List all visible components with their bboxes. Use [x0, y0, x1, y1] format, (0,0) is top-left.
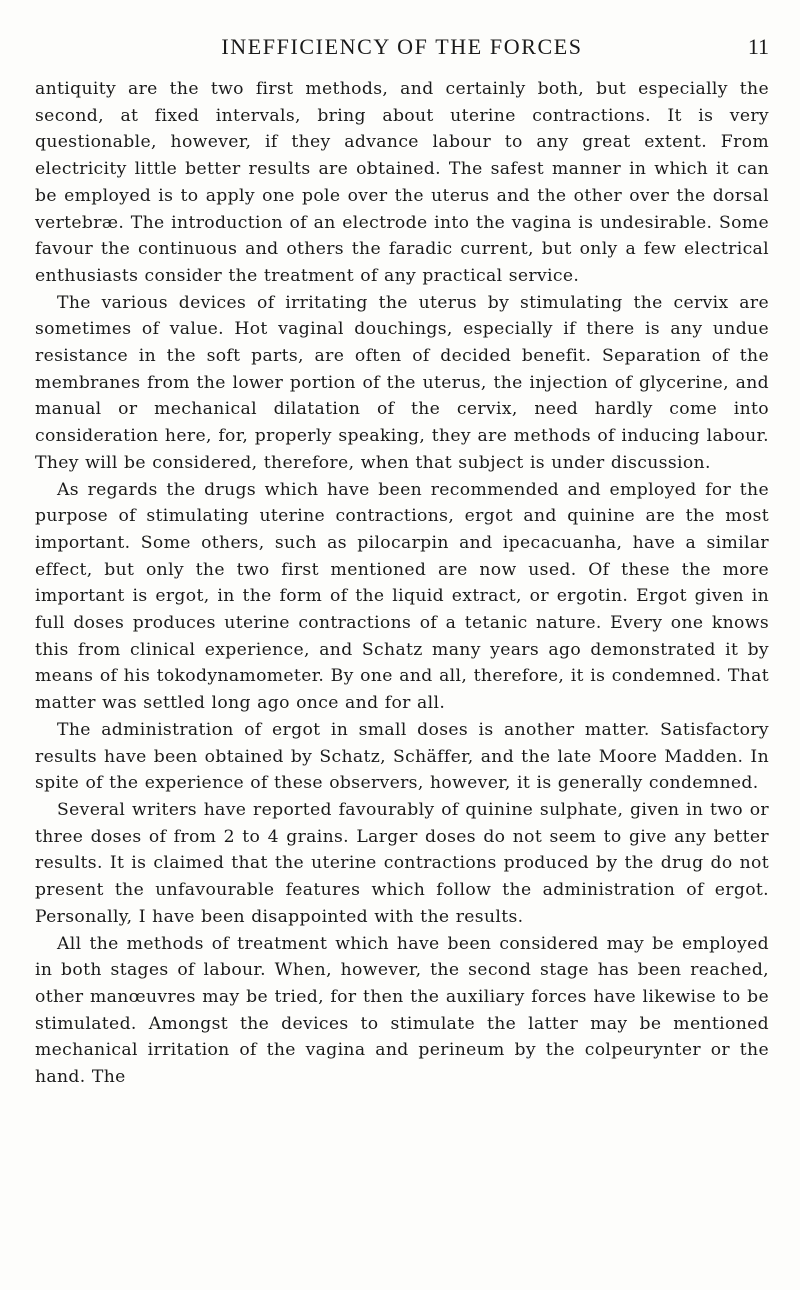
running-head: INEFFICIENCY OF THE FORCES	[221, 34, 583, 59]
paragraph: antiquity are the two first methods, and certainly both, but especially the second, at fixed intervals, bring about uterine contractions. It is very questionable, however, if they advance labour to any great extent. From electricity little better results are obtained. The safest manner in which it can be employed is to apply one pole over the uterus and the other over the dorsal vertebræ. The introduction of an electrode into the vagina is undesirable. Some favour the continuous and others the faradic current, but only a few electrical enthusiasts consider the treatment of any practical service.	[35, 79, 769, 286]
paragraph: All the methods of treatment which have been considered may be employed in both stages of labour. When, however, the second stage has been reached, other manœuvres may be tried, for then the auxiliary forces have likewise to be stimulated. Amongst the devices to stimulate the latter may be mentioned mechanical irritation of the vagina and perineum by the colpeurynter or the hand. The	[35, 933, 769, 1088]
page-number: 11	[747, 34, 769, 59]
book-page	[35, 30, 769, 1091]
page-header	[35, 30, 769, 62]
body-text	[35, 76, 769, 1091]
paragraph: As regards the drugs which have been recommended and employed for the purpose of stimulating uterine contractions, ergot and quinine are the most important. Some others, such as pilocarpin and ipecacuanha, have a similar effect, but only the two first mentioned are now used. Of these the more important is ergot, in the form of the liquid extract, or ergotin. Ergot given in full doses produces uterine contractions of a tetanic nature. Every one knows this from clinical experience, and Schatz many years ago demonstrated it by means of his tokodynamometer. By one and all, therefore, it is condemned. That matter was settled long ago once and for all.	[35, 479, 769, 714]
paragraph: Several writers have reported favourably of quinine sulphate, given in two or three doses of from 2 to 4 grains. Larger doses do not seem to give any better results. It is claimed that the uterine contractions produced by the drug do not present the unfavourable features which follow the administration of ergot. Personally, I have been disappointed with the results.	[35, 799, 769, 927]
paragraph: The various devices of irritating the uterus by stimulating the cervix are sometimes of value. Hot vaginal douchings, especially if there is any undue resistance in the soft parts, are often of decided benefit. Separation of the membranes from the lower portion of the uterus, the injection of glycerine, and manual or mechanical dilatation of the cervix, need hardly come into consideration here, for, properly speaking, they are methods of inducing labour. They will be considered, therefore, when that subject is under discussion.	[35, 292, 769, 473]
paragraph: The administration of ergot in small doses is another matter. Satisfactory results have been obtained by Schatz, Schäffer, and the late Moore Madden. In spite of the experience of these observers, however, it is generally condemned.	[35, 719, 769, 794]
